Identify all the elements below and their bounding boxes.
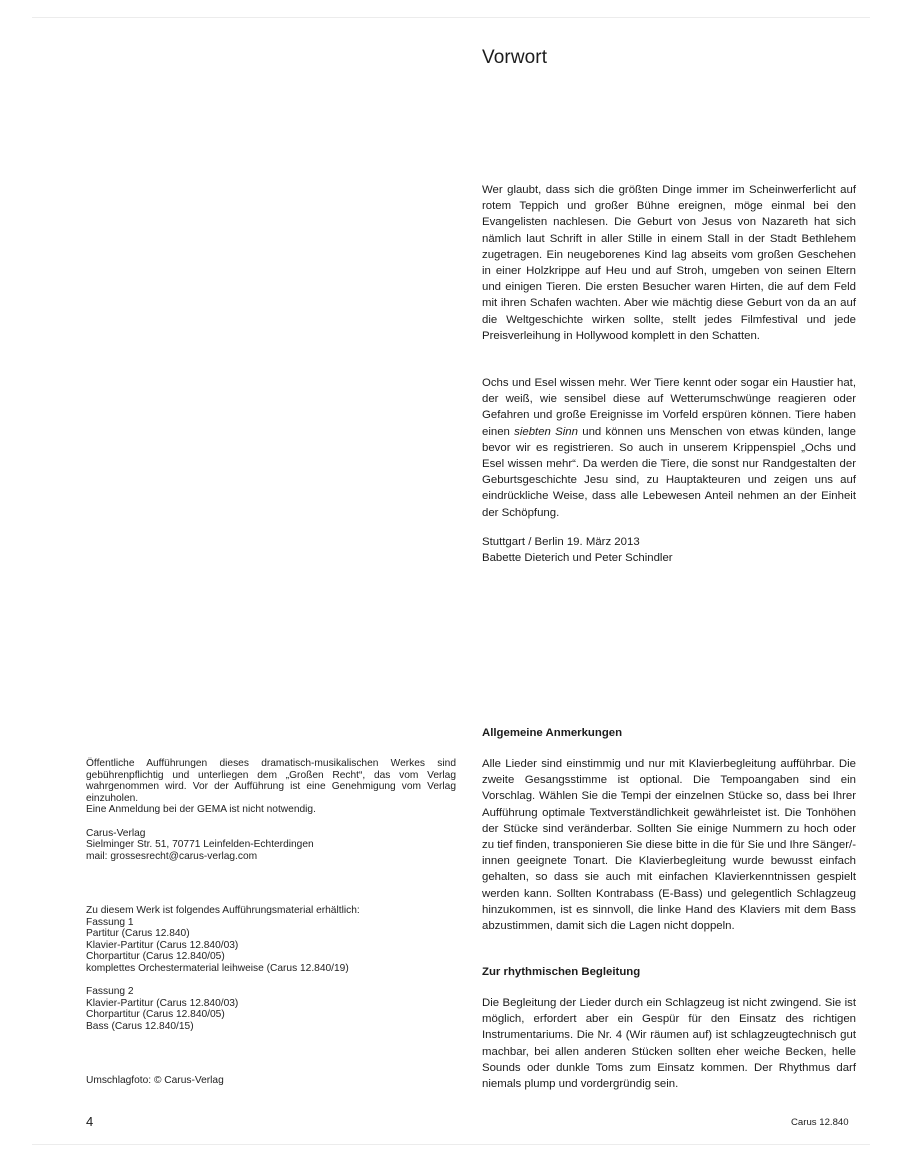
publisher-mail: mail: grossesrecht@carus-verlag.com xyxy=(86,850,258,862)
preface-paragraph-1: Wer glaubt, dass sich die größten Dinge immer im Scheinwerferlicht auf rotem Teppich und großer Bühne ereignen, möge einmal bei den Evangelisten nachlesen. Die Geburt von Jesus von Nazareth hat sich nämlich laut Schrift in aller Stille in einem Stall in der Stadt Bethlehem zugetragen. Ein neugeborenes Kind lag abseits vom großen Geschehen in einer Holzkrippe auf Heu und auf Stroh, umgeben von seinen Eltern und einigen Tieren. Die ersten Besucher waren Hirten, die auf dem Feld mit ihren Schafen wachten. Aber wie mächtig diese Geburt von da an auf die Weltgeschichte wirken sollte, stellt jedes Filmfestival und jede Preisverleihung in Hollywood komplett in den Schatten. xyxy=(482,184,856,342)
rhythm-paragraph: Die Begleitung der Lieder durch ein Schlagzeug ist nicht zwingend. Sie ist möglich, erfordert aber ein Gespür für den Einsatz des richtigen Instrumentariums. Die Nr. 4 (Wir räumen auf) ist schlagzeugtechnisch gut machbar, bei allen anderen Stücken sollten eher weiche Becken, helle Sounds oder dunkle Toms zum Einsatz kommen. Der Rhythmus darf niemals plump und vordergründig sein. xyxy=(482,997,856,1091)
preface-emphasis: siebten Sinn xyxy=(514,425,578,438)
preface-place-date: Stuttgart / Berlin 19. März 2013 xyxy=(482,536,640,548)
material-list-item: Chorpartitur (Carus 12.840/05) xyxy=(86,1009,225,1021)
catalog-number: Carus 12.840 xyxy=(791,1117,849,1128)
version-2-label: Fassung 2 xyxy=(86,986,134,998)
material-list-item: Klavier-Partitur (Carus 12.840/03) xyxy=(86,997,239,1009)
cover-photo-credit: Umschlagfoto: © Carus-Verlag xyxy=(86,1075,224,1086)
material-intro: Zu diesem Werk ist folgendes Aufführungsmaterial erhältlich: xyxy=(86,905,360,916)
material-list-item: Partitur (Carus 12.840) xyxy=(86,928,190,940)
page-number: 4 xyxy=(86,1114,94,1129)
publisher-name: Carus-Verlag xyxy=(86,827,146,839)
top-rule xyxy=(32,17,870,18)
material-list-item: Klavier-Partitur (Carus 12.840/03) xyxy=(86,939,239,951)
material-list-item: Bass (Carus 12.840/15) xyxy=(86,1020,194,1032)
notes-paragraph: Alle Lieder sind einstimmig und nur mit Klavierbegleitung aufführbar. Die zweite Gesangsstimme ist optional. Die Tempoangaben sind ein Vorschlag. Wählen Sie die Tempi der einzelnen Stücke so, dass bei Ihrer Aufführung optimale Textverständlichkeit gewährleistet ist. Die Tonhöhen der Stücke sind veränderbar. Sollten Sie einige Nummern zu hoch oder zu tief finden, transponieren Sie diese bitte in die für Sie und Ihre Sänger/-innen geeignete Tonart. Die Klavierbegleitung wurde bewusst einfach gehalten, so dass sie auch mit einfachen Klavierkenntnissen gespielt werden kann. Sollten Kontrabass (E-Bass) und gelegentlich Schlagzeug hinzukommen, ist es sinnvoll, die linke Hand des Klaviers mit dem Bass abzustimmen, damit sich die Lagen nicht doppeln. xyxy=(482,758,856,933)
publisher-address: Sielminger Str. 51, 70771 Leinfelden-Echterdingen xyxy=(86,839,314,851)
preface-paragraph-2-part-b: und können uns Menschen von etwas künden, lange bevor wir es registrieren. So auch in unserem Krippenspiel „Ochs und Esel wissen mehr“. Da werden die Tiere, die sonst nur Randgestalten der Geburtsgeschichte Jesu sind, zu Hauptakteuren und zeigen uns auf eindrückliche Weise, dass alle Lebewesen Anteil nehmen an der Einheit der Schöpfung. xyxy=(482,425,856,519)
preface-paragraph-2-part-a: Ochs und Esel wissen mehr. Wer Tiere kennt oder sogar ein Haustier hat, der weiß, wie sensibel diese auf Wetterumschwünge reagieren oder Gefahren und große Ereignisse im Vorfeld erspüren können. Tiere haben einen xyxy=(482,377,856,438)
material-list-item: komplettes Orchestermaterial leihweise (Carus 12.840/19) xyxy=(86,962,349,974)
preface-authors: Babette Dieterich und Peter Schindler xyxy=(482,552,673,564)
performance-material xyxy=(86,905,456,1033)
page-title: Vorwort xyxy=(482,46,548,68)
rhythm-heading: Zur rhythmischen Begleitung xyxy=(482,966,641,978)
rights-text: Öffentliche Aufführungen dieses dramatisch-musikalischen Werkes sind gebührenpflichtig und unterliegen dem „Großen Recht“, das vom Verlag wahrgenommen wird. Vor der Aufführung ist eine Genehmigung vom Verlag einzuholen. xyxy=(86,758,456,804)
version-1-label: Fassung 1 xyxy=(86,916,134,928)
bottom-rule xyxy=(32,1144,870,1145)
preface-paragraph-2 xyxy=(482,375,856,521)
rights-notice xyxy=(86,758,456,862)
material-list-item: Chorpartitur (Carus 12.840/05) xyxy=(86,951,225,963)
gema-note: Eine Anmeldung bei der GEMA ist nicht notwendig. xyxy=(86,804,316,816)
notes-heading: Allgemeine Anmerkungen xyxy=(482,727,623,739)
